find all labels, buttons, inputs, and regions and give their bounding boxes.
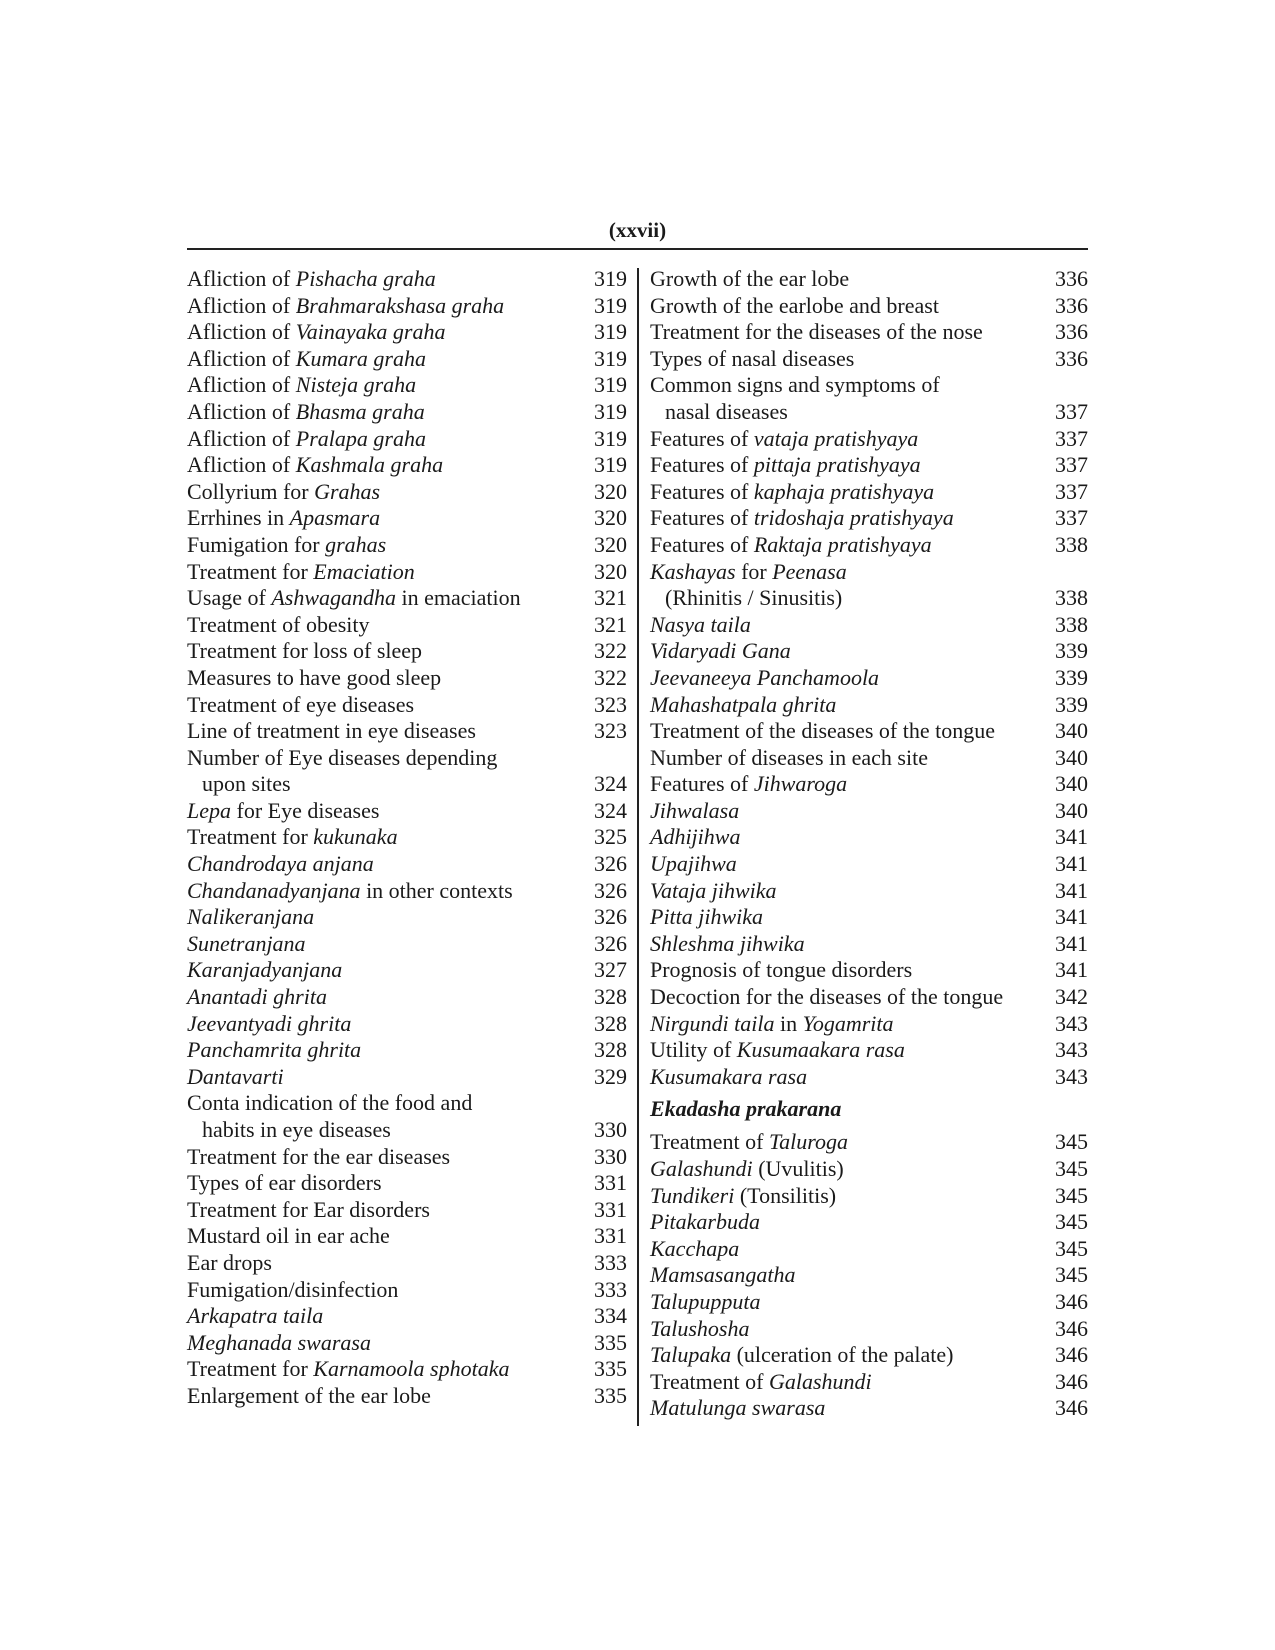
toc-entry-title: Growth of the ear lobe — [650, 266, 850, 291]
toc-entry — [187, 559, 627, 586]
toc-entry — [650, 931, 1088, 958]
toc-entry — [650, 984, 1088, 1011]
toc-entry — [187, 1197, 627, 1224]
toc-entry — [187, 665, 627, 692]
toc-entry-page: 341 — [1055, 824, 1088, 850]
toc-entry — [650, 1316, 1088, 1343]
toc-entry — [187, 1277, 627, 1304]
toc-entry-title: Afliction of Bhasma graha — [187, 398, 425, 424]
toc-entry — [187, 957, 627, 984]
toc-entry-page: 319 — [594, 425, 627, 451]
toc-entry-page: 341 — [1055, 904, 1088, 930]
toc-entry-title: Features of vataja pratishyaya — [650, 425, 919, 451]
toc-entry-title: Anantadi ghrita — [187, 984, 327, 1010]
toc-entry-title: Panchamrita ghrita — [187, 1037, 362, 1063]
toc-entry-title: Tundikeri (Tonsilitis) — [650, 1182, 837, 1208]
toc-entry-page: 337 — [1055, 425, 1088, 451]
toc-entry-title: Afliction of Nisteja graha — [187, 372, 417, 398]
toc-entry — [650, 452, 1088, 479]
toc-entry — [650, 293, 1088, 320]
toc-entry-page: 335 — [594, 1356, 627, 1382]
toc-entry-page: 341 — [1055, 877, 1088, 903]
toc-entry-page: 319 — [594, 345, 627, 371]
toc-entry — [650, 319, 1088, 346]
toc-entry — [650, 479, 1088, 506]
toc-entry-title: Jihwalasa — [650, 797, 740, 823]
toc-entry-title: Treatment of Taluroga — [650, 1129, 849, 1155]
toc-entry-title: Dantavarti — [187, 1063, 284, 1089]
toc-entry-page: 319 — [594, 452, 627, 478]
toc-entry — [187, 585, 627, 612]
toc-entry-page: 343 — [1055, 1063, 1088, 1089]
toc-entry-page: 343 — [1055, 1010, 1088, 1036]
toc-entry-title: Mahashatpala ghrita — [650, 691, 837, 717]
toc-entry-title: Talushosha — [650, 1315, 750, 1341]
toc-entry-title: Afliction of Kashmala graha — [187, 452, 444, 478]
toc-entry — [187, 638, 627, 665]
toc-entry — [187, 1223, 627, 1250]
toc-entry-page: 323 — [594, 691, 627, 717]
toc-entry-page: 346 — [1055, 1368, 1088, 1394]
toc-entry — [650, 718, 1088, 745]
toc-entry-page: 328 — [594, 984, 627, 1010]
toc-entry-page: 339 — [1055, 664, 1088, 690]
toc-entry — [187, 293, 627, 320]
toc-entry-page: 337 — [1055, 398, 1088, 424]
toc-entry-title: Jeevaneeya Panchamoola — [650, 664, 880, 690]
toc-entry-title: Number of diseases in each site — [650, 744, 928, 770]
toc-entry-page: 337 — [1055, 452, 1088, 478]
toc-entry-page: 319 — [594, 398, 627, 424]
toc-entry-title: Afliction of Vainayaka graha — [187, 319, 446, 345]
toc-entry-page: 321 — [594, 611, 627, 637]
toc-entry-page: 326 — [594, 904, 627, 930]
toc-entry — [187, 745, 627, 798]
toc-entry — [187, 266, 627, 293]
toc-entry-title: Afliction of Pishacha graha — [187, 266, 436, 291]
toc-entry — [650, 1183, 1088, 1210]
toc-entry-title: Nalikeranjana — [187, 904, 315, 930]
toc-entry-title: Usage of Ashwagandha in emaciation — [187, 585, 521, 611]
toc-entry — [650, 1289, 1088, 1316]
toc-entry — [187, 372, 627, 399]
toc-entry — [650, 1156, 1088, 1183]
toc-entry-page: 333 — [594, 1249, 627, 1275]
toc-entry-page: 319 — [594, 266, 627, 291]
toc-entry — [187, 931, 627, 958]
toc-entry-page: 345 — [1055, 1182, 1088, 1208]
toc-entry-title: Treatment for the diseases of the nose — [650, 319, 983, 345]
header-rule — [187, 248, 1088, 250]
toc-entry-page: 345 — [1055, 1235, 1088, 1261]
toc-entry-title: Growth of the earlobe and breast — [650, 292, 939, 318]
toc-entry — [187, 1090, 627, 1143]
toc-entry — [650, 771, 1088, 798]
toc-entry-title: Afliction of Kumara graha — [187, 345, 426, 371]
toc-entry-title: Kacchapa — [650, 1235, 740, 1261]
toc-entry-title: Treatment of eye diseases — [187, 691, 415, 717]
toc-entry-title: Talupupputa — [650, 1288, 761, 1314]
toc-entry — [650, 824, 1088, 851]
toc-entry — [650, 665, 1088, 692]
toc-entry — [187, 1303, 627, 1330]
section-heading: Ekadasha prakarana — [650, 1096, 842, 1122]
toc-entry-title: Nasya taila — [650, 611, 751, 637]
toc-entry-title: Kashayas for Peenasa (Rhinitis / Sinusitis) — [650, 558, 847, 611]
toc-entry-page: 331 — [594, 1196, 627, 1222]
toc-entry — [650, 878, 1088, 905]
toc-entry — [650, 798, 1088, 825]
toc-entry-title: Arkapatra taila — [187, 1303, 324, 1329]
toc-entry-page: 340 — [1055, 744, 1088, 770]
toc-entry-page: 326 — [594, 851, 627, 877]
toc-entry-title: Treatment for the ear diseases — [187, 1143, 451, 1169]
toc-entry — [650, 505, 1088, 532]
toc-entry-page: 346 — [1055, 1395, 1088, 1421]
toc-entry-page: 320 — [594, 531, 627, 557]
toc-entry — [650, 1209, 1088, 1236]
toc-entry-page: 345 — [1055, 1262, 1088, 1288]
toc-entry-page: 340 — [1055, 771, 1088, 797]
toc-entry-page: 336 — [1055, 266, 1088, 291]
toc-entry-title: Utility of Kusumaakara rasa — [650, 1037, 905, 1063]
toc-entry-page: 336 — [1055, 345, 1088, 371]
toc-entry-title: Collyrium for Grahas — [187, 478, 381, 504]
toc-entry-title: Prognosis of tongue disorders — [650, 957, 913, 983]
toc-entry — [650, 957, 1088, 984]
toc-entry-title: Jeevantyadi ghrita — [187, 1010, 352, 1036]
toc-entry — [187, 399, 627, 426]
toc-entry — [187, 1170, 627, 1197]
toc-entry-page: 329 — [594, 1063, 627, 1089]
toc-entry-page: 342 — [1055, 984, 1088, 1010]
toc-entry-page: 336 — [1055, 319, 1088, 345]
toc-entry-title: Vataja jihwika — [650, 877, 777, 903]
toc-entry-page: 338 — [1055, 585, 1088, 611]
toc-entry — [187, 798, 627, 825]
toc-entry-page: 339 — [1055, 691, 1088, 717]
toc-entry-title: Types of nasal diseases — [650, 345, 855, 371]
toc-entry — [650, 1037, 1088, 1064]
page-number: (xxvii) — [608, 218, 667, 242]
toc-entry-page: 341 — [1055, 930, 1088, 956]
toc-entry — [187, 1011, 627, 1038]
toc-entry-page: 325 — [594, 824, 627, 850]
toc-entry — [187, 1250, 627, 1277]
toc-entry-page: 338 — [1055, 611, 1088, 637]
toc-entry — [187, 1330, 627, 1357]
toc-entry-title: Mamsasangatha — [650, 1262, 796, 1288]
toc-entry — [187, 426, 627, 453]
column-divider — [637, 268, 639, 1426]
toc-entry-title: Treatment of the diseases of the tongue — [650, 718, 995, 744]
toc-entry-title: Features of Jihwaroga — [650, 771, 848, 797]
toc-entry-page: 322 — [594, 638, 627, 664]
toc-entry-page: 321 — [594, 585, 627, 611]
toc-entry — [187, 1383, 627, 1410]
toc-entry — [187, 346, 627, 373]
toc-entry-title: Treatment for Karnamoola sphotaka — [187, 1356, 510, 1382]
toc-entry-title: Pitta jihwika — [650, 904, 764, 930]
toc-entry-page: 333 — [594, 1276, 627, 1302]
toc-entry — [650, 559, 1088, 612]
toc-entry-title: Adhijihwa — [650, 824, 741, 850]
toc-entry-page: 341 — [1055, 851, 1088, 877]
toc-entry — [187, 612, 627, 639]
toc-entry-page: 340 — [1055, 797, 1088, 823]
toc-entry — [187, 1144, 627, 1171]
toc-entry-page: 337 — [1055, 505, 1088, 531]
toc-entry — [187, 319, 627, 346]
toc-entry-page: 324 — [594, 771, 627, 797]
toc-entry — [650, 1236, 1088, 1263]
toc-entry — [650, 1262, 1088, 1289]
toc-entry-title: Treatment of Galashundi — [650, 1368, 872, 1394]
toc-entry — [650, 1011, 1088, 1038]
toc-entry-page: 328 — [594, 1010, 627, 1036]
toc-entry-title: Features of kaphaja pratishyaya — [650, 478, 935, 504]
toc-entry-title: Treatment for Emaciation — [187, 558, 415, 584]
toc-entry — [650, 372, 1088, 425]
toc-left-column — [187, 266, 627, 1410]
toc-entry-title: Treatment of obesity — [187, 611, 370, 637]
toc-entry — [650, 266, 1088, 293]
toc-entry-title: Nirgundi taila in Yogamrita — [650, 1010, 894, 1036]
toc-entry-title: Chandrodaya anjana — [187, 851, 374, 877]
toc-entry — [187, 984, 627, 1011]
toc-entry-page: 326 — [594, 877, 627, 903]
toc-entry-title: Features of pittaja pratishyaya — [650, 452, 921, 478]
toc-entry-page: 323 — [594, 718, 627, 744]
toc-entry-title: Conta indication of the food and habits in eye diseases — [187, 1090, 473, 1142]
toc-entry-page: 330 — [594, 1117, 627, 1142]
toc-entry-title: Common signs and symptoms of nasal diseases — [650, 372, 940, 424]
toc-entry-title: Errhines in Apasmara — [187, 505, 381, 531]
toc-entry-page: 319 — [594, 292, 627, 318]
toc-entry-title: Chandanadyanjana in other contexts — [187, 877, 513, 903]
toc-entry-title: Matulunga swarasa — [650, 1395, 826, 1421]
toc-entry-page: 320 — [594, 478, 627, 504]
toc-entry-page: 335 — [594, 1382, 627, 1408]
toc-entry-page: 336 — [1055, 292, 1088, 318]
toc-entry — [187, 1064, 627, 1091]
toc-entry-title: Kusumakara rasa — [650, 1063, 808, 1089]
toc-entry — [187, 452, 627, 479]
toc-entry — [650, 745, 1088, 772]
toc-entry-title: Features of tridoshaja pratishyaya — [650, 505, 954, 531]
toc-entry-title: Treatment for loss of sleep — [187, 638, 423, 664]
toc-entry-page: 346 — [1055, 1315, 1088, 1341]
toc-entry-page: 328 — [594, 1037, 627, 1063]
toc-entry — [650, 1369, 1088, 1396]
toc-entry-title: Ear drops — [187, 1249, 272, 1275]
toc-entry — [187, 878, 627, 905]
toc-entry — [187, 479, 627, 506]
toc-entry-page: 345 — [1055, 1209, 1088, 1235]
toc-entry-page: 324 — [594, 797, 627, 823]
toc-entry-page: 334 — [594, 1303, 627, 1329]
toc-entry-title: Meghanada swarasa — [187, 1329, 371, 1355]
toc-entry — [650, 692, 1088, 719]
toc-entry — [650, 1395, 1088, 1422]
toc-entry-title: Pitakarbuda — [650, 1209, 760, 1235]
toc-entry-title: Enlargement of the ear lobe — [187, 1382, 431, 1408]
toc-entry-title: Sunetranjana — [187, 930, 306, 956]
toc-entry-title: Galashundi (Uvulitis) — [650, 1156, 844, 1181]
toc-entry-title: Decoction for the diseases of the tongue — [650, 984, 1004, 1010]
toc-entry-page: 335 — [594, 1329, 627, 1355]
toc-entry — [650, 532, 1088, 559]
toc-entry-page: 319 — [594, 319, 627, 345]
toc-entry — [650, 346, 1088, 373]
toc-entry — [650, 426, 1088, 453]
toc-entry — [187, 692, 627, 719]
toc-entry — [187, 1356, 627, 1383]
toc-entry-title: Treatment for Ear disorders — [187, 1196, 430, 1222]
toc-entry-title: Types of ear disorders — [187, 1170, 382, 1196]
toc-entry-title: Talupaka (ulceration of the palate) — [650, 1342, 954, 1368]
toc-entry-page: 346 — [1055, 1342, 1088, 1368]
toc-entry-page: 320 — [594, 558, 627, 584]
toc-entry-title: Shleshma jihwika — [650, 930, 805, 956]
toc-entry — [187, 505, 627, 532]
toc-entry-page: 346 — [1055, 1288, 1088, 1314]
toc-entry-page: 331 — [594, 1170, 627, 1196]
toc-entry-page: 345 — [1055, 1129, 1088, 1155]
toc-entry-title: Treatment for kukunaka — [187, 824, 398, 850]
toc-entry-title: Measures to have good sleep — [187, 664, 442, 690]
toc-entry-page: 327 — [594, 957, 627, 983]
toc-entry-page: 341 — [1055, 957, 1088, 983]
toc-entry-page: 343 — [1055, 1037, 1088, 1063]
toc-entry-title: Features of Raktaja pratishyaya — [650, 531, 932, 557]
toc-entry-page: 345 — [1055, 1156, 1088, 1181]
toc-entry — [187, 824, 627, 851]
toc-entry-page: 340 — [1055, 718, 1088, 744]
toc-entry-title: Upajihwa — [650, 851, 737, 877]
toc-entry-title: Fumigation/disinfection — [187, 1276, 399, 1302]
toc-entry-title: Afliction of Brahmarakshasa graha — [187, 292, 505, 318]
toc-entry-page: 339 — [1055, 638, 1088, 664]
toc-entry-page: 338 — [1055, 531, 1088, 557]
toc-entry-page: 326 — [594, 930, 627, 956]
toc-entry-title: Mustard oil in ear ache — [187, 1223, 390, 1249]
toc-entry-page: 319 — [594, 372, 627, 398]
toc-entry — [650, 1342, 1088, 1369]
toc-entry-title: Number of Eye diseases depending upon sites — [187, 744, 498, 797]
toc-entry — [187, 851, 627, 878]
toc-entry — [650, 1064, 1088, 1091]
toc-entry — [650, 1129, 1088, 1156]
toc-right-column — [650, 266, 1088, 1422]
toc-entry-page: 320 — [594, 505, 627, 531]
toc-entry — [187, 718, 627, 745]
toc-entry-page: 337 — [1055, 478, 1088, 504]
toc-entry-title: Line of treatment in eye diseases — [187, 718, 476, 744]
toc-entry — [187, 532, 627, 559]
toc-entry — [650, 638, 1088, 665]
toc-entry — [187, 1037, 627, 1064]
toc-entry — [650, 851, 1088, 878]
toc-entry — [187, 904, 627, 931]
toc-entry-page: 330 — [594, 1143, 627, 1169]
toc-entry — [650, 904, 1088, 931]
toc-entry — [650, 612, 1088, 639]
toc-entry-page: 331 — [594, 1223, 627, 1249]
toc-entry-title: Vidaryadi Gana — [650, 638, 791, 664]
toc-entry-page: 322 — [594, 664, 627, 690]
toc-entry-title: Afliction of Pralapa graha — [187, 425, 426, 451]
toc-entry-title: Karanjadyanjana — [187, 957, 343, 983]
toc-entry-title: Fumigation for grahas — [187, 531, 387, 557]
toc-entry-title: Lepa for Eye diseases — [187, 797, 380, 823]
